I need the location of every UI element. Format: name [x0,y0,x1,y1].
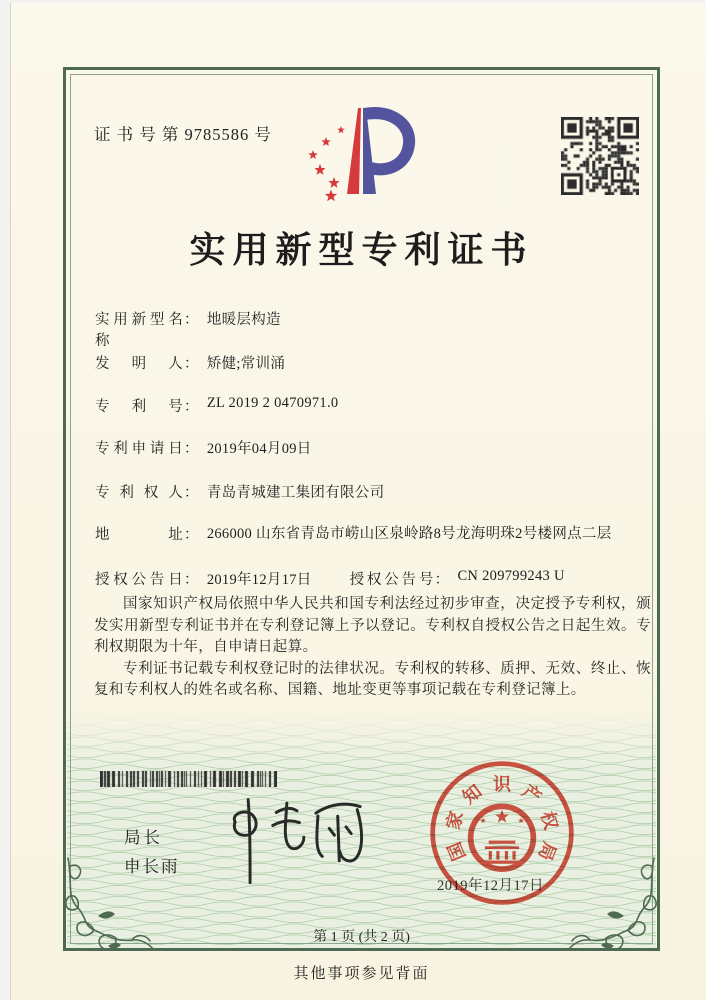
svg-text:知: 知 [459,780,486,808]
field-colon: ： [184,399,199,415]
field-row-patent-no [95,395,338,416]
logo-stars-icon [308,126,345,201]
grant-number-pair [350,568,565,589]
field-value: 矫健;常训涌 [206,356,286,372]
national-emblem-icon [471,806,534,869]
body-paragraph-1: 国家知识产权局依照中华人民共和国专利法经过初步审查，决定授予专利权，颁发实用新型专利证书并在专利登记簿上予以登记。专利权自授权公告之日起生效。专利权期限为十年，自申请日起算。 [94,596,651,655]
field-value: ZL 2019 2 0470971.0 [206,395,339,411]
field-colon: ： [184,527,199,543]
field-value: CN 209799243 U [457,568,565,584]
logo-red-nib [347,108,361,194]
back-note: 其他事项参见背面 [293,966,430,982]
body-paragraph-2: 专利证书记载专利权登记时的法律状况。专利权的转移、质押、无效、终止、恢复和专利权人的姓名或名称、国籍、地址变更等事项记载在专利登记簿上。 [94,660,651,698]
certificate-number: 证 书 号 第 9785586 号 [94,125,272,144]
field-row-grant [95,568,565,589]
seal-date: 2019年12月17日 [437,878,544,894]
svg-text:局: 局 [534,839,560,864]
field-label: 地址 [95,527,183,543]
svg-text:产: 产 [518,780,545,808]
page-indicator: 第 1 页 (共 2 页) [313,930,410,945]
field-label: 专利权人 [95,485,183,501]
field-row-filing-date [95,437,312,458]
field-row-patentee [95,481,384,502]
field-colon: ： [184,485,199,501]
grant-date-pair [95,568,312,589]
field-label: 授权公告号 [349,572,434,588]
field-label: 授权公告日 [95,572,183,588]
barcode [100,771,277,787]
director-name: 申长雨 [124,857,180,876]
field-value: 2019年12月17日 [206,572,312,588]
official-seal [426,757,578,909]
svg-text:国: 国 [444,839,470,864]
logo-blue-nib [363,108,376,194]
director-title: 局长 [124,828,163,847]
qr-code [561,117,639,195]
field-row-inventor [95,352,285,373]
field-value: 青岛青城建工集团有限公司 [206,485,385,501]
field-label: 发明人 [95,356,183,372]
field-row-name [95,308,281,350]
field-colon: ： [434,572,450,588]
svg-text:家: 家 [442,809,467,832]
field-colon: ： [184,356,199,372]
field-colon: ： [184,312,199,328]
cnipa-logo [288,100,438,206]
field-value: 地暖层构造 [206,312,281,328]
field-label: 专利申请日 [95,441,183,457]
body-text [94,594,651,702]
certificate-title: 实用新型专利证书 [189,230,534,270]
field-row-address [95,523,639,545]
svg-text:权: 权 [537,809,562,832]
director-signature-handwriting [210,789,381,889]
field-colon: ： [184,572,199,588]
field-value: 2019年04月09日 [206,441,312,457]
field-value: 266000 山东省青岛市崂山区泉岭路8号龙海明珠2号楼网点二层 [206,526,612,542]
field-label: 专利号 [95,399,183,415]
field-colon: ： [184,441,199,457]
field-label: 实用新型名称 [95,312,183,349]
svg-text:识: 识 [492,774,512,795]
